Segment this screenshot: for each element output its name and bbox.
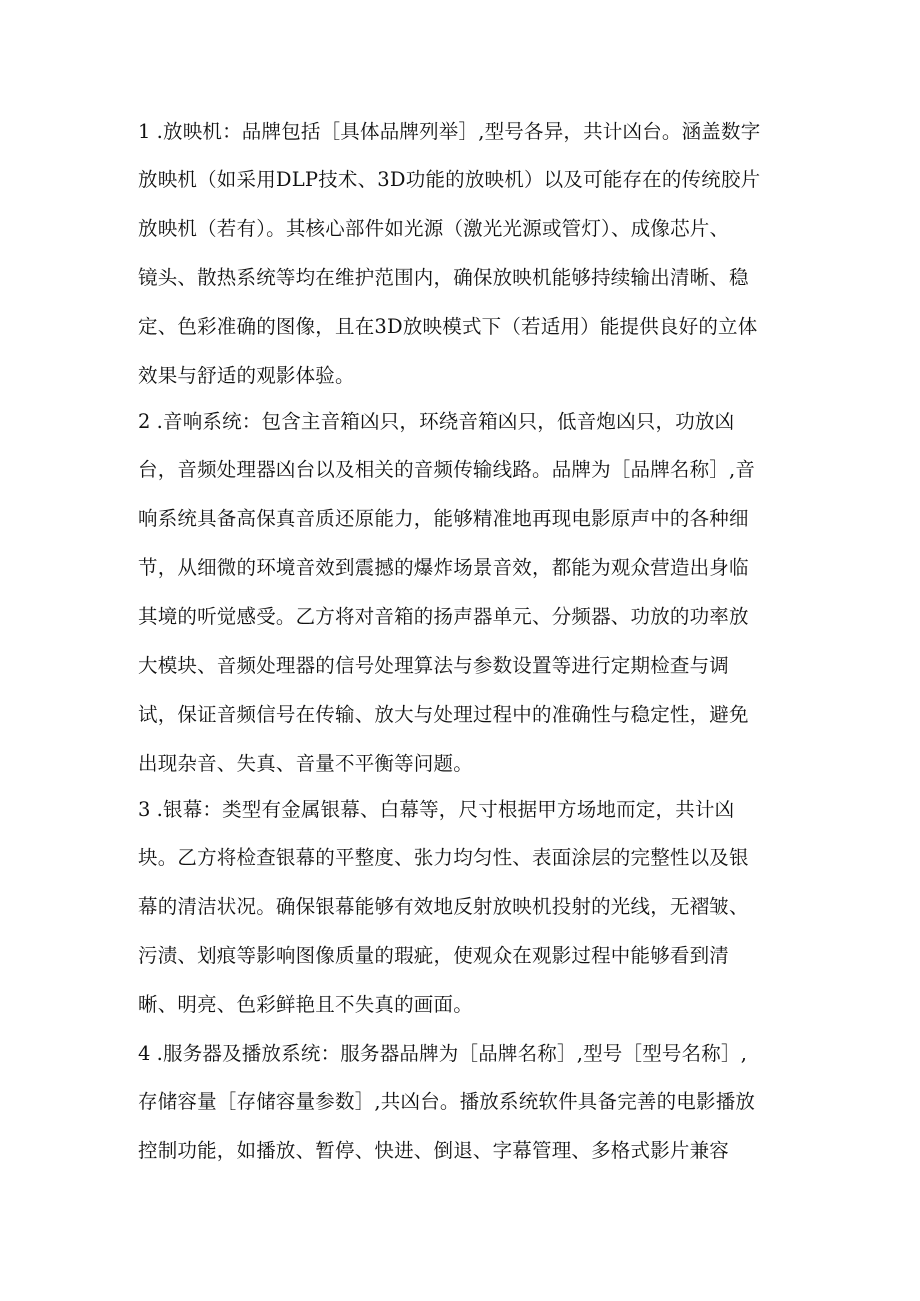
item-number: 1 bbox=[138, 120, 151, 143]
paragraph-line: 其境的听觉感受。乙方将对音箱的扬声器单元、分频器、功放的功率放 bbox=[138, 605, 749, 628]
paragraph-line: 幕的清洁状况。确保银幕能够有效地反射放映机投射的光线，无褶皱、 bbox=[138, 895, 749, 918]
paragraph-line: 放映机（如采用DLP技术、3D功能的放映机）以及可能存在的传统胶片 bbox=[138, 168, 761, 191]
paragraph-line: 污渍、划痕等影响图像质量的瑕疵，使观众在观影过程中能够看到清 bbox=[138, 944, 730, 967]
paragraph-line: 定、色彩准确的图像，且在3D放映模式下（若适用）能提供良好的立体 bbox=[138, 315, 758, 338]
paragraph-line bbox=[138, 1042, 747, 1066]
line-text: .音响系统：包含主音箱凶只，环绕音箱凶只，低音炮凶只，功放凶 bbox=[156, 410, 735, 433]
item-number: 2 bbox=[138, 410, 151, 433]
paragraph-line: 块。乙方将检查银幕的平整度、张力均匀性、表面涂层的完整性以及银 bbox=[138, 846, 749, 869]
paragraph-line: 效果与舒适的观影体验。 bbox=[138, 364, 355, 387]
paragraph-line: 镜头、散热系统等均在维护范围内，确保放映机能够持续输出清晰、稳 bbox=[138, 266, 749, 289]
item-number: 3 bbox=[138, 798, 151, 821]
paragraph-line: 响系统具备高保真音质还原能力，能够精准地再现电影原声中的各种细 bbox=[138, 507, 749, 530]
paragraph-line: 大模块、音频处理器的信号处理算法与参数设置等进行定期检查与调 bbox=[138, 654, 730, 677]
paragraph-line: 节，从细微的环境音效到震撼的爆炸场景音效，都能为观众营造出身临 bbox=[138, 556, 749, 579]
paragraph-line: 试，保证音频信号在传输、放大与处理过程中的准确性与稳定性，避免 bbox=[138, 703, 749, 726]
paragraph-line bbox=[138, 410, 734, 434]
paragraph-line bbox=[138, 120, 760, 144]
item-number: 4 bbox=[138, 1042, 151, 1065]
line-text: .银幕：类型有金属银幕、白幕等，尺寸根据甲方场地而定，共计凶 bbox=[156, 798, 735, 821]
paragraph-line: 出现杂音、失真、音量不平衡等问题。 bbox=[138, 752, 473, 775]
line-text: .放映机：品牌包括［具体品牌列举］,型号各异，共计凶台。涵盖数字 bbox=[156, 120, 761, 143]
paragraph-line: 晰、明亮、色彩鲜艳且不失真的画面。 bbox=[138, 993, 473, 1016]
paragraph-line bbox=[138, 798, 734, 822]
line-text: .服务器及播放系统：服务器品牌为［品牌名称］,型号［型号名称］, bbox=[156, 1042, 748, 1065]
paragraph-line: 控制功能，如播放、暂停、快进、倒退、字幕管理、多格式影片兼容 bbox=[138, 1139, 730, 1162]
paragraph-line: 放映机（若有）。其核心部件如光源（激光光源或管灯）、成像芯片、 bbox=[138, 217, 730, 240]
paragraph-line: 存储容量［存储容量参数］,共凶台。播放系统软件具备完善的电影播放 bbox=[138, 1090, 756, 1113]
paragraph-line: 台，音频处理器凶台以及相关的音频传输线路。品牌为［品牌名称］,音 bbox=[138, 458, 756, 481]
